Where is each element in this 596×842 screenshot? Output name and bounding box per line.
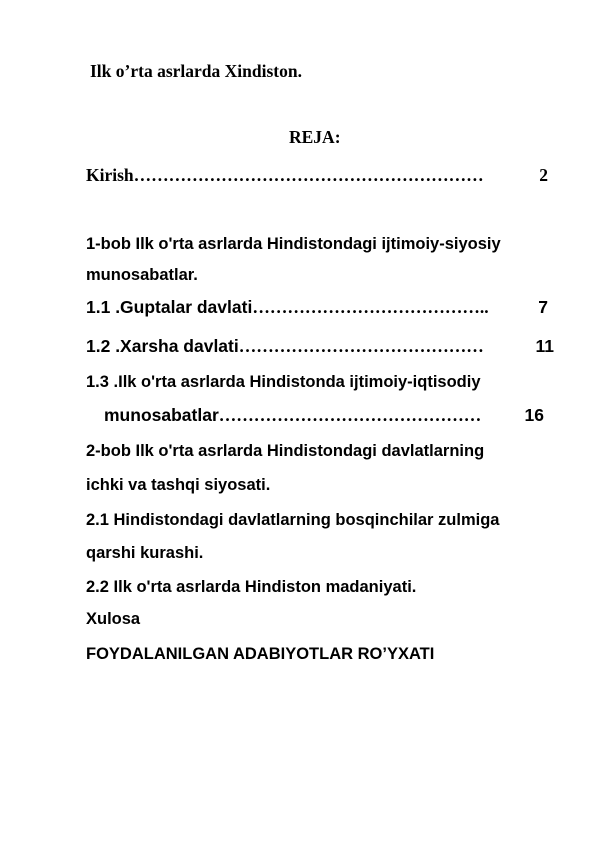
toc-leader-dots: ………………………………………	[218, 405, 482, 425]
toc-entry-label: munosabatlar	[104, 405, 219, 425]
toc-conclusion: Xulosa	[86, 610, 141, 628]
toc-entry-2-1-line-2: qarshi kurashi.	[86, 544, 204, 562]
toc-entry-1-3-line-2	[104, 404, 544, 426]
toc-leader-dots: …………………………………..	[252, 297, 489, 317]
toc-references: FOYDALANILGAN ADABIYOTLAR RO’YXATI	[86, 645, 435, 663]
toc-entry-1-1	[86, 296, 548, 318]
toc-chapter-1-line-1: 1-bob Ilk o'rta asrlarda Hindistondagi ijtimoiy-siyosiy	[86, 235, 501, 253]
toc-page-number: 16	[524, 405, 544, 425]
toc-entry-label: 1.1 .Guptalar davlati	[86, 297, 253, 317]
toc-entry-label: Kirish	[86, 165, 134, 185]
toc-page-number: 2	[539, 165, 548, 185]
toc-entry-1-2	[86, 335, 554, 357]
toc-entry-label: 1.2 .Xarsha davlati	[86, 336, 239, 356]
toc-chapter-1-line-2: munosabatlar.	[86, 266, 198, 284]
toc-page-number: 11	[535, 336, 554, 356]
toc-entry-1-3-line-1: 1.3 .Ilk o'rta asrlarda Hindistonda ijtimoiy-iqtisodiy	[86, 373, 481, 391]
plan-heading: REJA:	[289, 127, 341, 147]
toc-leader-dots: ……………………………………	[238, 336, 484, 356]
toc-leader-dots: ……………………………………………………	[133, 165, 484, 185]
toc-chapter-2-line-1: 2-bob Ilk o'rta asrlarda Hindistondagi davlatlarning	[86, 442, 485, 460]
toc-chapter-2-line-2: ichki va tashqi siyosati.	[86, 476, 271, 494]
toc-entry-2-2: 2.2 Ilk o'rta asrlarda Hindiston madaniyati.	[86, 578, 417, 596]
toc-entry-intro	[86, 164, 548, 186]
toc-page-number: 7	[538, 297, 548, 317]
document-title: Ilk o’rta asrlarda Xindiston.	[90, 61, 302, 81]
toc-entry-2-1-line-1: 2.1 Hindistondagi davlatlarning bosqinchilar zulmiga	[86, 511, 500, 529]
